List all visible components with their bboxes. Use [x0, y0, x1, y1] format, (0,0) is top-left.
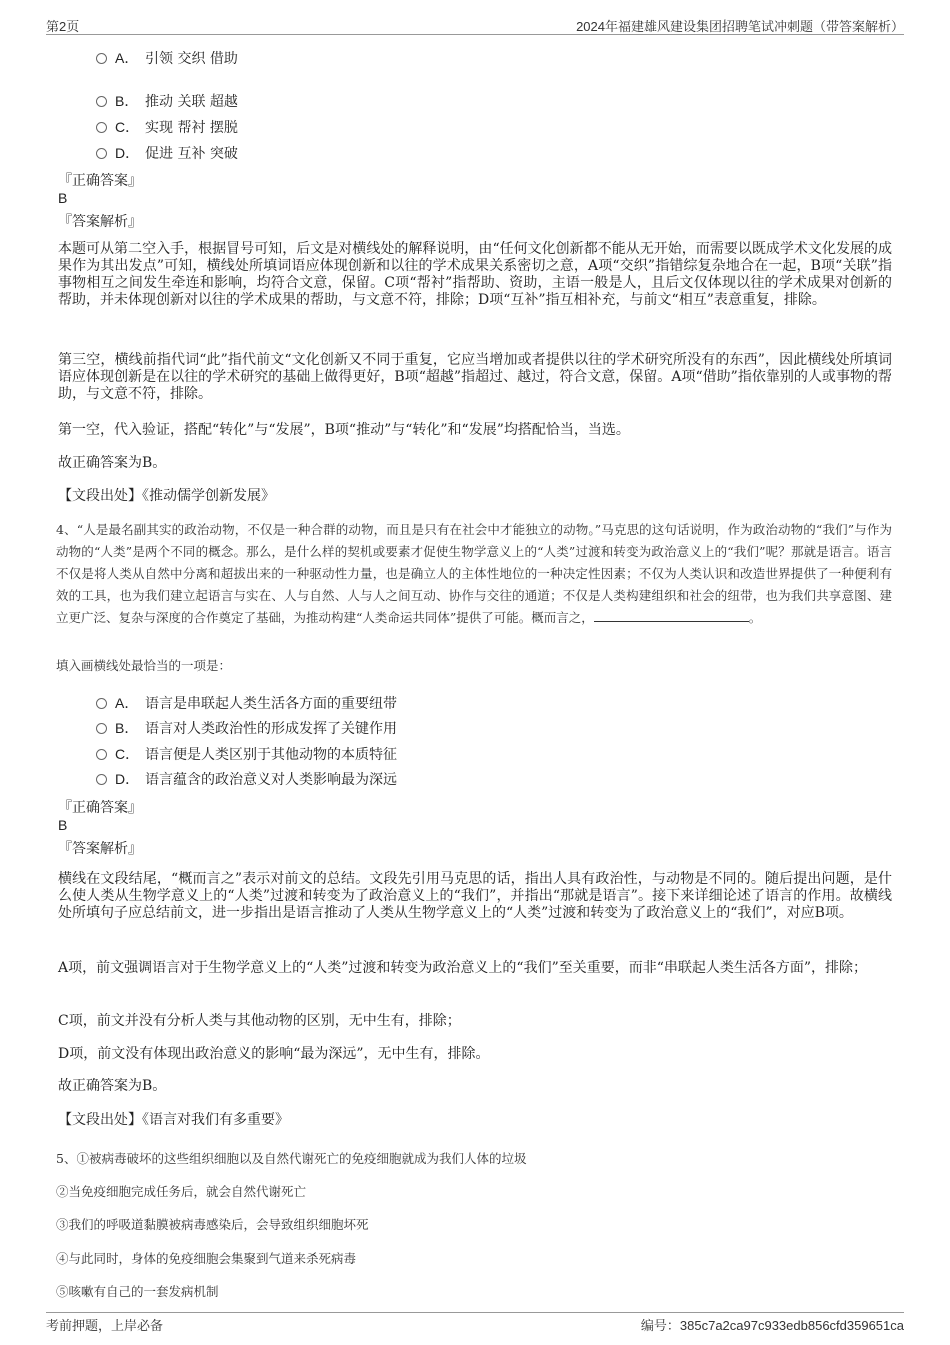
analysis-paragraph: D项，前文没有体现出政治意义的影响“最为深远”，无中生有，排除。 [58, 1046, 490, 1062]
page-header [46, 14, 904, 35]
analysis-tag: 『答案解析』 [58, 841, 142, 857]
analysis-paragraph: C项，前文并没有分析人类与其他动物的区别，无中生有，排除； [58, 1013, 461, 1029]
analysis-paragraph: 故正确答案为B。 [58, 1078, 167, 1094]
analysis-paragraph: 第三空，横线前指代词“此”指代前文“文化创新又不同于重复，它应当增加或者提供以往的学术研究所没有的东西”，因此横线处所填词语应体现创新是在以往的学术研究的基础上做得更好，B项“超越”指超过、越过，符合文意，保留。A项“借助”指依靠别的人或事物的帮助，与文意不符，排除。 [58, 352, 892, 402]
q4-option-a[interactable]: A． 语言是串联起人类生活各方面的重要纽带 [96, 693, 397, 713]
q4-option-b[interactable]: B． 语言对人类政治性的形成发挥了关键作用 [96, 718, 397, 738]
analysis-paragraph: 横线在文段结尾，“概而言之”表示对前文的总结。文段先引用马克思的话，指出人具有政治性，与动物是不同的。随后提出问题，是什么使人类从生物学意义上的“人类”过渡和转变为了政治意义上的“我们”，并指出“那就是语言”。接下来详细论述了语言的作用。故横线处所填句子应总结前文，进一步指出是语言推动了人类从生物学意义上的“人类”过渡和转变为了政治意义上的“我们”，对应B项。 [58, 871, 892, 921]
document-title: 2024年福建雄风建设集团招聘笔试冲刺题（带答案解析） [576, 19, 904, 34]
sentence-item: ④与此同时，身体的免疫细胞会集聚到气道来杀死病毒 [56, 1251, 357, 1266]
correct-answer-tag: 『正确答案』 [58, 173, 142, 189]
question-stem: 4、“人是最名副其实的政治动物，不仅是一种合群的动物，而且是只有在社会中才能独立的动物。”马克思的这句话说明，作为政治动物的“我们”与作为动物的“人类”是两个不同的概念。那么，是什么样的契机或要素才促使生物学意义上的“人类”过渡和转变为政治意义上的“我们”呢？那就是语言。语言不仅是将人类从自然中分离和超拔出来的一种驱动性力量，也是确立人的主体性地位的一种决定性因素；不仅为人类认识和改造世界提供了一种便利有效的工具，也为我们建立起语言与实在、人与自然、人与人之间互动、协作与交往的通道；不仅是人类构建组织和社会的纽带，也为我们共享意图、建立更广泛、复杂与深度的合作奠定了基础，为推动构建“人类命运共同体”提供了可能。概而言之， 。 [56, 522, 892, 625]
q3-option-c[interactable]: C． 实现 帮衬 摆脱 [96, 117, 238, 137]
correct-answer-tag: 『正确答案』 [58, 800, 142, 816]
analysis-tag: 『答案解析』 [58, 214, 142, 230]
footer-slogan: 考前押题，上岸必备 [46, 1318, 164, 1333]
analysis-paragraph: 本题可从第二空入手，根据冒号可知，后文是对横线处的解释说明，由“任何文化创新都不能从无开始，而需要以既成学术文化发展的成果作为其出发点”可知，横线处所填词语应体现创新和以往的学术成果关系密切之意，A项“交织”指错综复杂地合在一起，B项“关联”指事物相互之间发生牵连和影响，均符合文意，保留。C项“帮衬”指帮助、资助，主语一般是人，且后文仅体现以往的学术成果对创新的帮助，并未体现创新对以往的学术成果的帮助，与文意不符，排除；D项“互补”指互相补充，与前文“相互”表意重复，排除。 [58, 241, 892, 308]
analysis-paragraph: A项，前文强调语言对于生物学意义上的“人类”过渡和转变为政治意义上的“我们”至关重要，而非“串联起人类生活各方面”，排除； [58, 960, 868, 976]
analysis-paragraph: 故正确答案为B。 [58, 455, 167, 471]
question-instruction: 填入画横线处最恰当的一项是： [56, 658, 232, 673]
radio-icon[interactable] [96, 749, 107, 760]
analysis-paragraph: 第一空，代入验证，搭配“转化”与“发展”，B项“推动”与“转化”和“发展”均搭配恰当，当选。 [58, 422, 630, 438]
q3-option-d[interactable]: D． 促进 互补 突破 [96, 143, 238, 163]
radio-icon[interactable] [96, 122, 107, 133]
radio-icon[interactable] [96, 96, 107, 107]
page-number: 第2页 [46, 19, 80, 34]
radio-icon[interactable] [96, 774, 107, 785]
radio-icon[interactable] [96, 148, 107, 159]
correct-answer: B [58, 190, 68, 206]
question-stem: 5、①被病毒破坏的这些组织细胞以及自然代谢死亡的免疫细胞就成为我们人体的垃圾 [56, 1151, 527, 1166]
sentence-item: ③我们的呼吸道黏膜被病毒感染后，会导致组织细胞坏死 [56, 1217, 369, 1232]
q3-option-a[interactable]: A． 引领 交织 借助 [96, 48, 238, 68]
radio-icon[interactable] [96, 53, 107, 64]
answer-blank [594, 609, 749, 622]
document-id: 编号：385c7a2ca97c933edb856cfd359651ca [640, 1318, 904, 1333]
q3-option-b[interactable]: B． 推动 关联 超越 [96, 91, 238, 111]
radio-icon[interactable] [96, 723, 107, 734]
q4-option-c[interactable]: C． 语言便是人类区别于其他动物的本质特征 [96, 744, 397, 764]
radio-icon[interactable] [96, 698, 107, 709]
sentence-item: ⑤咳嗽有自己的一套发病机制 [56, 1284, 219, 1299]
correct-answer: B [58, 817, 68, 833]
source-citation: 【文段出处】《推动儒学创新发展》 [58, 488, 275, 504]
sentence-item: ②当免疫细胞完成任务后，就会自然代谢死亡 [56, 1184, 307, 1199]
q4-option-d[interactable]: D． 语言蕴含的政治意义对人类影响最为深远 [96, 769, 397, 789]
source-citation: 【文段出处】《语言对我们有多重要》 [58, 1112, 289, 1128]
page-footer [46, 1312, 904, 1333]
